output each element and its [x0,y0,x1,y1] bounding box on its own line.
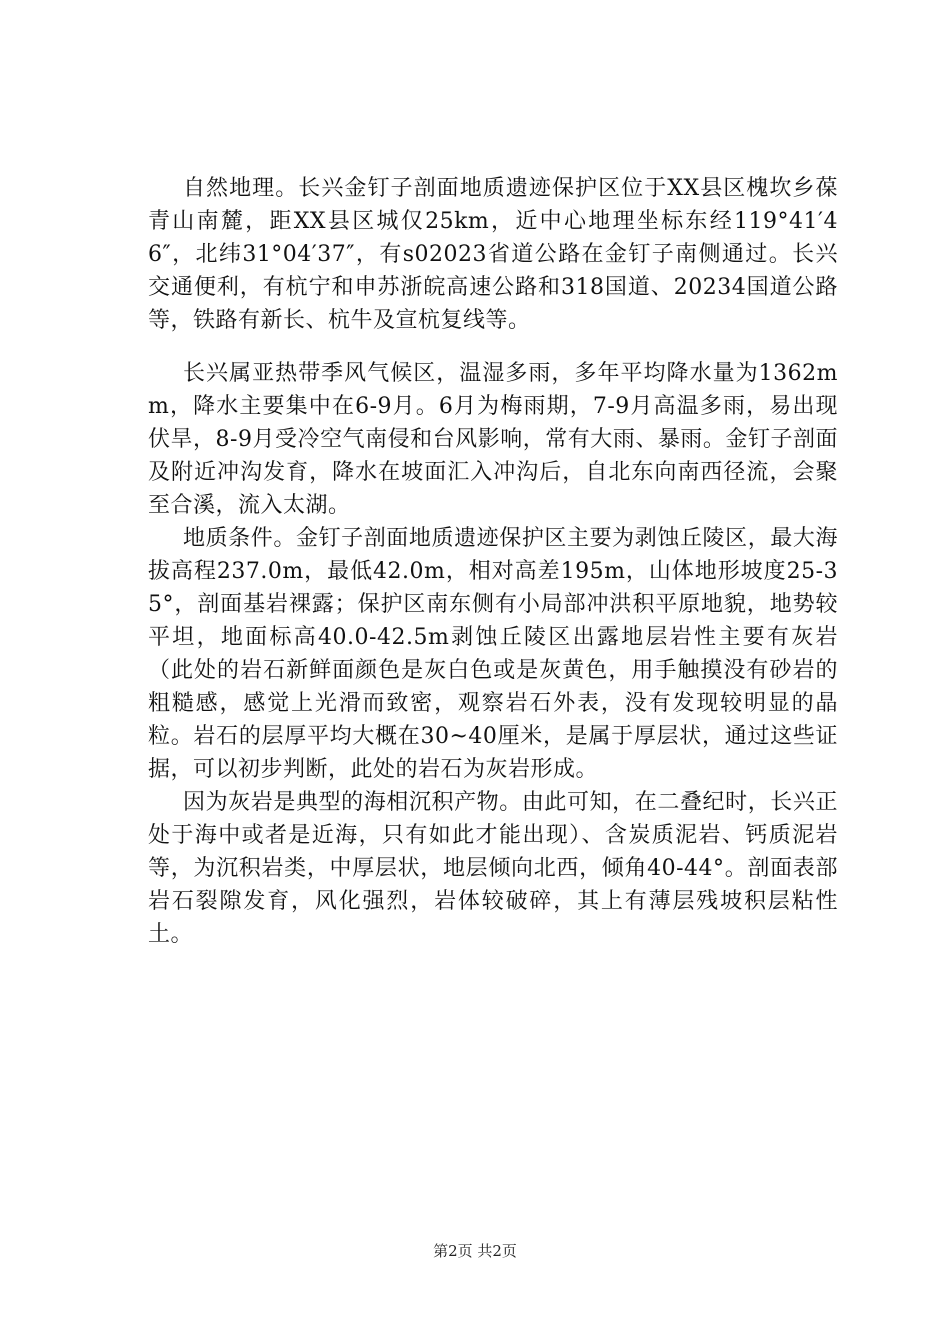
paragraph-climate: 长兴属亚热带季风气候区，温湿多雨，多年平均降水量为1362mm，降水主要集中在6-9月。6月为梅雨期，7-9月高温多雨，易出现伏旱，8-9月受冷空气南侵和台风影响，常有大雨、暴雨。金钉子剖面及附近冲沟发育，降水在坡面汇入冲沟后，自北东向南西径流，会聚至合溪，流入太湖。 [148,361,838,518]
paragraph-limestone: 因为灰岩是典型的海相沉积产物。由此可知，在二叠纪时，长兴正处于海中或者是近海，只有如此才能出现）、含炭质泥岩、钙质泥岩等，为沉积岩类，中厚层状，地层倾向北西，倾角40-44°。剖面表部岩石裂隙发育，风化强烈，岩体较破碎，其上有薄层残坡积层粘性土。 [148,790,838,947]
page-footer: 第2页 共2页 [433,1242,517,1260]
paragraph-geography: 自然地理。长兴金钉子剖面地质遗迹保护区位于XX县区槐坎乡葆青山南麓，距XX县区城仅25km，近中心地理坐标东经119°41′46″，北纬31°04′37″，有s02023省道公路在金钉子南侧通过。长兴交通便利，有杭宁和申苏浙皖高速公路和318国道、20234国道公路等，铁路有新长、杭牛及宣杭复线等。 [148,176,838,333]
paragraph-spacer [148,337,838,357]
document-body [148,172,838,951]
paragraph-geology: 地质条件。金钉子剖面地质遗迹保护区主要为剥蚀丘陵区，最大海拔高程237.0m，最低42.0m，相对高差195m，山体地形坡度25-35°，剖面基岩裸露；保护区南东侧有小局部冲洪积平原地貌，地势较平坦，地面标高40.0-42.5m剥蚀丘陵区出露地层岩性主要有灰岩（此处的岩石新鲜面颜色是灰白色或是灰黄色，用手触摸没有砂岩的粗糙感，感觉上光滑而致密，观察岩石外表，没有发现较明显的晶粒。岩石的层厚平均大概在30~40厘米，是属于厚层状，通过这些证据，可以初步判断，此处的岩石为灰岩形成。 [148,526,838,782]
